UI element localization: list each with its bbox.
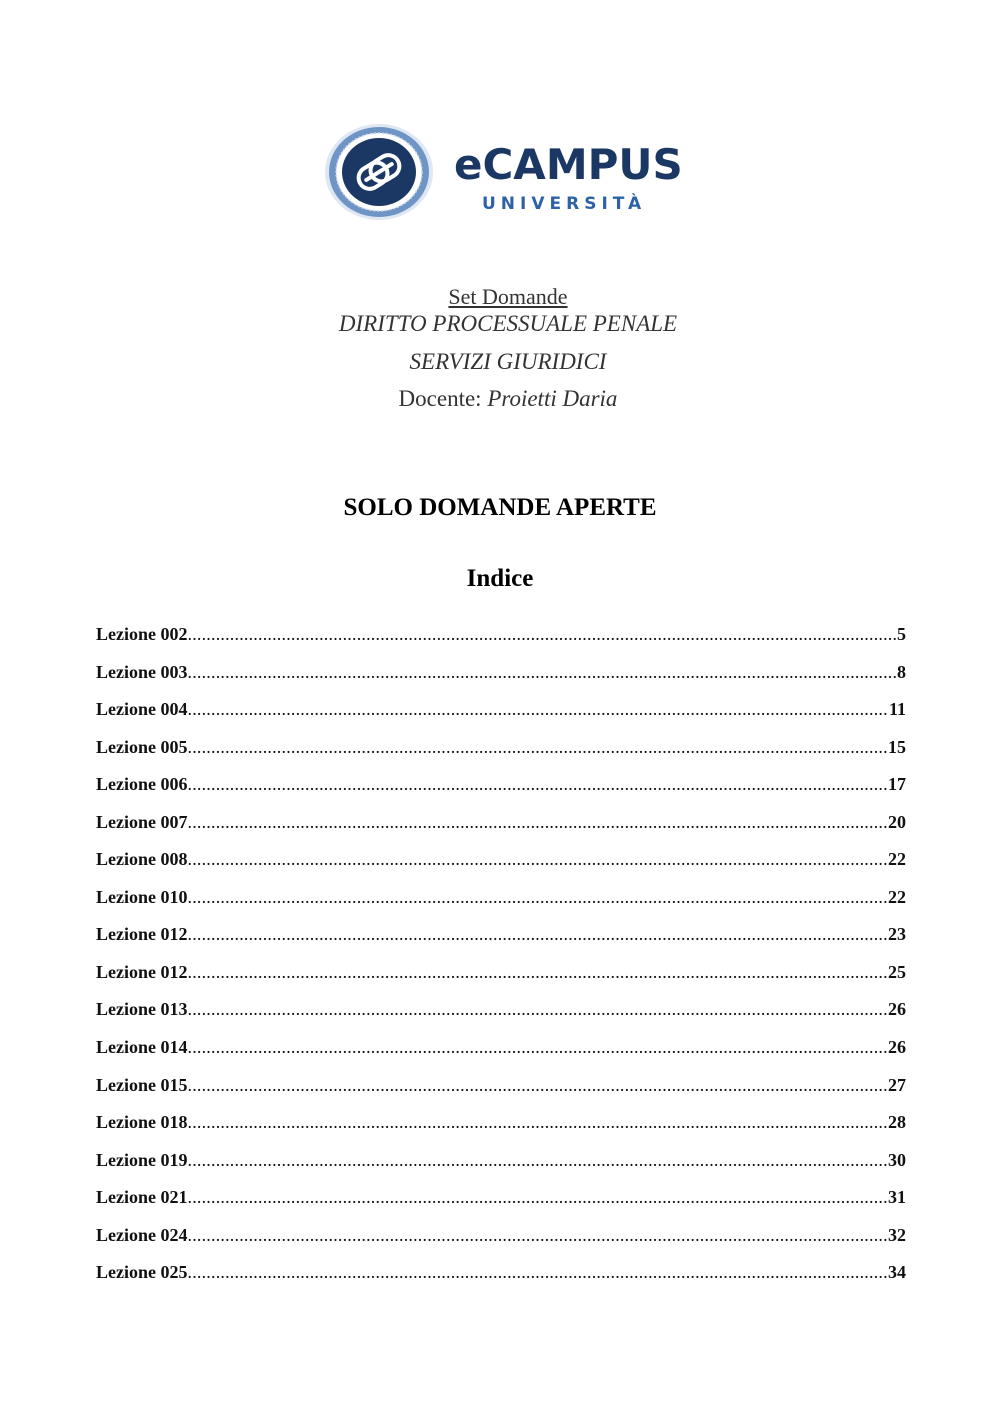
toc-dot-leader xyxy=(188,1185,889,1209)
ecampus-emblem-icon xyxy=(324,122,436,222)
logo-wordmark-text: eCAMPUS xyxy=(454,140,683,189)
toc-entry[interactable] xyxy=(96,1223,906,1261)
toc-entry[interactable] xyxy=(96,735,906,773)
toc-dot-leader xyxy=(188,1223,889,1247)
toc-entry-label: Lezione 015 xyxy=(96,1074,188,1095)
toc-entry-page: 20 xyxy=(888,811,906,832)
toc-entry-page: 25 xyxy=(888,961,906,982)
toc-entry-label: Lezione 010 xyxy=(96,886,188,907)
toc-entry-page: 34 xyxy=(888,1262,906,1283)
toc-dot-leader xyxy=(188,1148,889,1172)
toc-entry[interactable] xyxy=(96,697,906,735)
index-heading: Indice xyxy=(466,565,534,592)
docente-name: Proietti Daria xyxy=(487,386,618,411)
toc-entry[interactable] xyxy=(96,997,906,1035)
toc-entry[interactable] xyxy=(96,1185,906,1223)
toc-entry-page: 11 xyxy=(888,699,906,720)
toc-entry[interactable] xyxy=(96,1260,906,1298)
toc-entry-label: Lezione 006 xyxy=(96,774,188,795)
service-title: SERVIZI GIURIDICI xyxy=(409,349,607,374)
toc-entry[interactable] xyxy=(96,1073,906,1111)
toc-entry-label: Lezione 012 xyxy=(96,924,188,945)
toc-entry[interactable] xyxy=(96,1148,906,1186)
toc-entry[interactable] xyxy=(96,1110,906,1148)
ecampus-logo xyxy=(324,122,704,226)
toc-entry-page: 22 xyxy=(888,849,906,870)
toc-entry-page: 15 xyxy=(888,736,906,757)
toc-entry-page: 17 xyxy=(888,774,906,795)
toc-dot-leader xyxy=(188,810,889,834)
toc-dot-leader xyxy=(188,697,889,721)
toc-dot-leader xyxy=(188,847,889,871)
toc-entry-label: Lezione 014 xyxy=(96,1037,188,1058)
set-title xyxy=(8,284,1000,310)
toc-dot-leader xyxy=(188,622,898,646)
toc-entry-page: 23 xyxy=(888,924,906,945)
toc-dot-leader xyxy=(188,922,889,946)
toc-entry-label: Lezione 018 xyxy=(96,1112,188,1133)
toc-entry[interactable] xyxy=(96,810,906,848)
toc-dot-leader xyxy=(188,1035,889,1059)
toc-entry-page: 32 xyxy=(888,1224,906,1245)
toc-entry-page: 26 xyxy=(888,999,906,1020)
toc-entry-label: Lezione 008 xyxy=(96,849,188,870)
toc-entry[interactable] xyxy=(96,922,906,960)
toc-entry-page: 31 xyxy=(888,1187,906,1208)
toc-dot-leader xyxy=(188,660,898,684)
logo-subtitle-text: UNIVERSITÀ xyxy=(482,194,647,214)
toc-entry[interactable] xyxy=(96,960,906,998)
toc-entry[interactable] xyxy=(96,885,906,923)
toc-entry-page: 28 xyxy=(888,1112,906,1133)
toc-entry[interactable] xyxy=(96,847,906,885)
toc-entry[interactable] xyxy=(96,660,906,698)
toc-entry-page: 27 xyxy=(888,1074,906,1095)
toc-entry-page: 5 xyxy=(897,624,906,644)
docente-label: Docente: xyxy=(398,386,482,411)
toc-entry-label: Lezione 012 xyxy=(96,961,188,982)
set-title-text: Set Domande xyxy=(448,284,568,309)
toc-dot-leader xyxy=(188,960,889,984)
toc-entry-label: Lezione 021 xyxy=(96,1187,188,1208)
toc-entry[interactable] xyxy=(96,622,906,660)
toc-entry[interactable] xyxy=(96,772,906,810)
toc-entry-label: Lezione 004 xyxy=(96,699,188,720)
toc-dot-leader xyxy=(188,735,889,759)
table-of-contents xyxy=(96,622,906,1298)
toc-dot-leader xyxy=(188,885,889,909)
toc-entry-label: Lezione 007 xyxy=(96,811,188,832)
toc-entry-label: Lezione 005 xyxy=(96,736,188,757)
document-subtitle: SOLO DOMANDE APERTE xyxy=(343,494,657,521)
toc-dot-leader xyxy=(188,1110,889,1134)
toc-dot-leader xyxy=(188,772,889,796)
toc-entry-page: 26 xyxy=(888,1037,906,1058)
toc-entry-page: 8 xyxy=(897,661,906,682)
toc-entry-label: Lezione 019 xyxy=(96,1149,188,1170)
toc-entry-page: 30 xyxy=(888,1149,906,1170)
toc-entry[interactable] xyxy=(96,1035,906,1073)
toc-entry-label: Lezione 013 xyxy=(96,999,188,1020)
toc-dot-leader xyxy=(188,1260,889,1284)
toc-entry-page: 22 xyxy=(888,886,906,907)
toc-dot-leader xyxy=(188,1073,889,1097)
toc-dot-leader xyxy=(188,997,889,1021)
docente-line xyxy=(8,385,1000,413)
ecampus-wordmark xyxy=(454,140,699,220)
toc-entry-label: Lezione 024 xyxy=(96,1224,188,1245)
toc-entry-label: Lezione 002 xyxy=(96,624,188,644)
toc-entry-label: Lezione 025 xyxy=(96,1262,188,1283)
toc-entry-label: Lezione 003 xyxy=(96,661,188,682)
course-title: DIRITTO PROCESSUALE PENALE xyxy=(338,311,678,336)
